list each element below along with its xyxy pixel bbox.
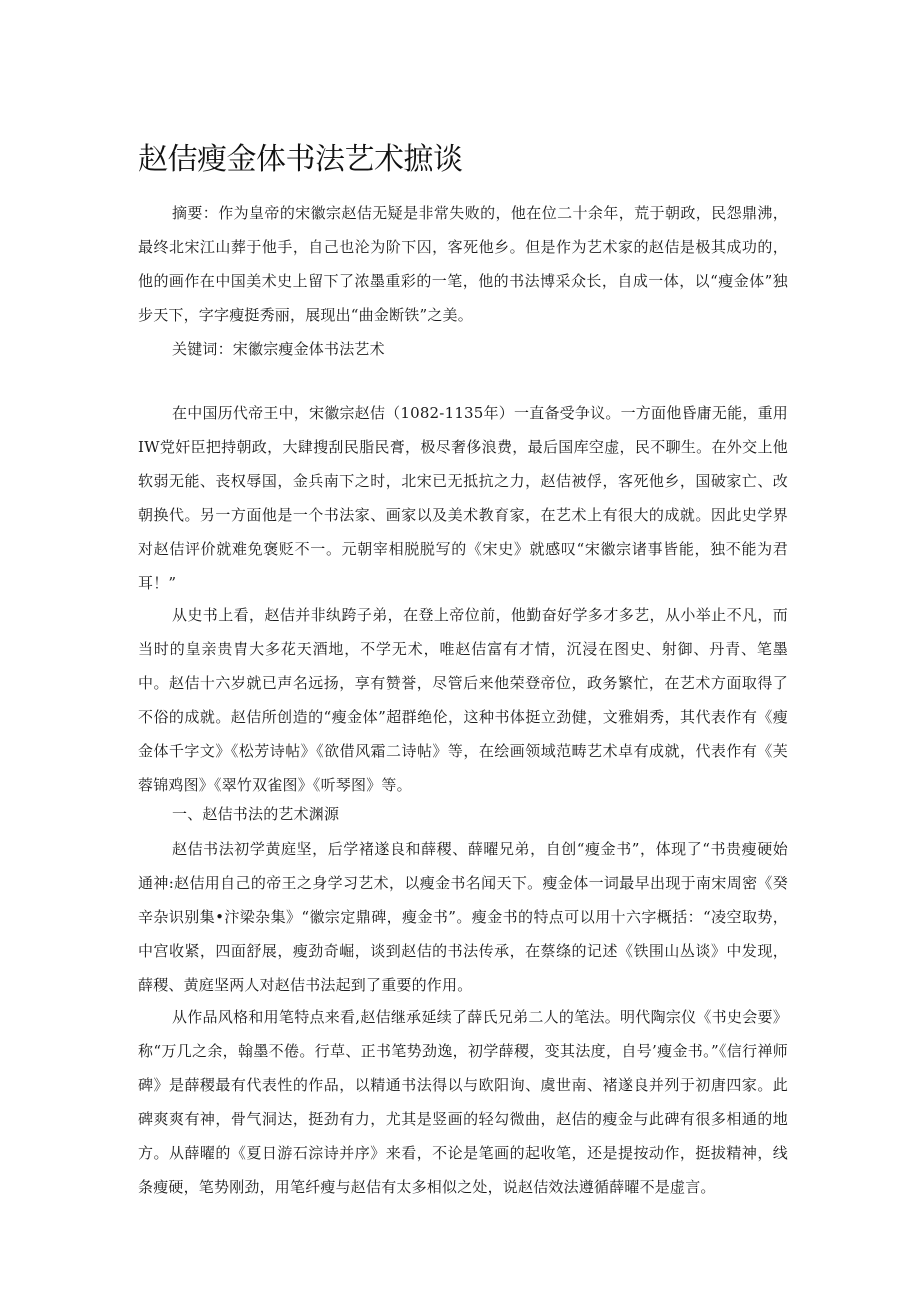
section-heading: 一、赵佶书法的艺术渊源	[172, 805, 340, 823]
abstract-paragraph: 摘要：作为皇帝的宋徽宗赵佶无疑是非常失败的，他在位二十余年，荒于朝政，民怨鼎沸，最终北宋江山葬于他手，自己也沦为阶下囚，客死他乡。但是作为艺术家的赵佶是极其成功的，他的画作在中国美术史上留下了浓墨重彩的一笔，他的书法博采众长，自成一体，以“瘦金体”独步天下，字字瘦挺秀丽，展现出“曲金断铁”之美。	[138, 204, 788, 324]
body-paragraph-4: 从作品风格和用笔特点来看,赵佶继承延续了薛氏兄弟二人的笔法。明代陶宗仪《书史会要》称“万几之余，翰墨不倦。行草、正书笔势劲逸，初学薛稷，变其法度，自号’瘦金书。”《信行禅师碑》是薛稷最有代表性的作品，以精通书法得以与欧阳询、虞世南、褚遂良并列于初唐四家。此碑爽爽有神，骨气洞达，挺劲有力，尤其是竖画的轻勾微曲，赵佶的瘦金与此碑有很多相通的地方。从薛曜的《夏日游石淙诗并序》来看，不论是笔画的起收笔，还是提按动作，挺拔精神，线条瘦硬，笔势刚劲，用笔纤瘦与赵佶有太多相似之处，说赵佶效法遵循薛曜不是虚言。	[138, 1008, 788, 1196]
document-title: 赵佶瘦金体书法艺术摭谈	[138, 142, 463, 177]
keywords-line: 关键词：宋徽宗瘦金体书法艺术	[172, 340, 385, 358]
body-paragraph-2: 从史书上看，赵佶并非纨跨子弟，在登上帝位前，他勤奋好学多才多艺，从小举止不凡，而当时的皇亲贵胄大多花天酒地，不学无术，唯赵佶富有才情，沉浸在图史、射御、丹青、笔墨中。赵佶十六岁就已声名远扬，享有赞誉，尽管后来他荣登帝位，政务繁忙，在艺术方面取得了不俗的成就。赵佶所创造的“瘦金体”超群绝伦，这种书体挺立劲健，文雅娟秀，其代表作有《瘦金体千字文》《松芳诗帖》《欲借风霜二诗帖》等，在绘画领域范畴艺术卓有成就，代表作有《芙蓉锦鸡图》《翠竹双雀图》《听琴图》等。	[138, 606, 788, 794]
body-paragraph-1: 在中国历代帝王中，宋徽宗赵佶（1082-1135年）一直备受争议。一方面他昏庸无能，重用IW党奸臣把持朝政，大肆搜刮民脂民膏，极尽奢侈浪费，最后国库空虚，民不聊生。在外交上他软弱无能、丧权辱国，金兵南下之时，北宋已无抵抗之力，赵佶被俘，客死他乡，国破家亡、改朝换代。另一方面他是一个书法家、画家以及美术教育家，在艺术上有很大的成就。因此史学界对赵佶评价就难免褒贬不一。元朝宰相脱脱写的《宋史》就感叹“宋徽宗诸事皆能，独不能为君耳！”	[138, 404, 788, 592]
body-paragraph-3: 赵佶书法初学黄庭坚，后学褚遂良和薛稷、薛曜兄弟，自创“瘦金书”，体现了“书贵瘦硬始通神:赵佶用自己的帝王之身学习艺术，以瘦金书名闻天下。瘦金体一词最早出现于南宋周密《癸辛杂识别集•汴梁杂集》“徽宗定鼎碑，瘦金书”。瘦金书的特点可以用十六字概括：“凌空取势，中宫收紧，四面舒展，瘦劲奇崛，谈到赵佶的书法传承，在蔡绦的记述《铁围山丛谈》中发现，薛稷、黄庭坚两人对赵佶书法起到了重要的作用。	[138, 840, 788, 994]
